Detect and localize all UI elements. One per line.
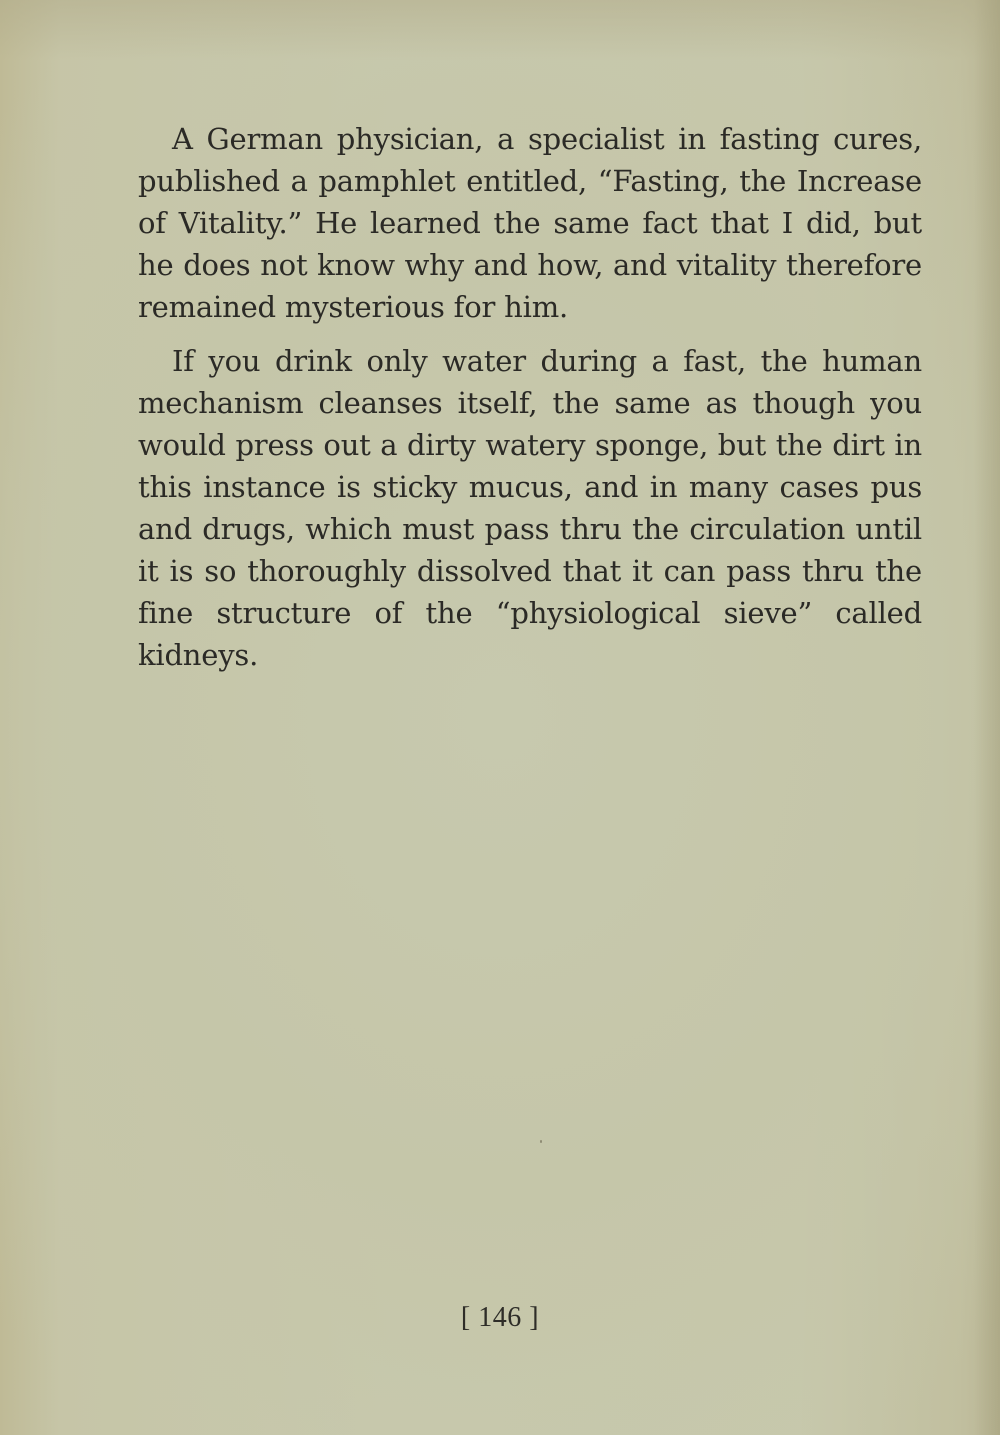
body-text — [138, 118, 922, 688]
page-number: [ 146 ] — [460, 1302, 540, 1333]
paragraph-water-fast: If you drink only water during a fast, the human mechanism cleanses itself, the same as though you would press out a dirty watery sponge, but the dirt in this instance is sticky mucus, and in many cases pus and drugs, which must pass thru the circulation until it is so thoroughly dissolved that it can pass thru the fine structure of the “physiological sieve” called kidneys. — [138, 344, 922, 672]
paper-speck — [540, 1140, 542, 1143]
page-shadow-right — [974, 0, 1000, 1435]
paragraph-german-physician: A German physician, a specialist in fasting cures, published a pamphlet entitled, “Fasting, the Increase of Vitality.” He learned the same fact that I did, but he does not know why and how, and vitality therefore remained mysterious for him. — [138, 122, 922, 324]
page-shadow-top — [0, 0, 1000, 60]
